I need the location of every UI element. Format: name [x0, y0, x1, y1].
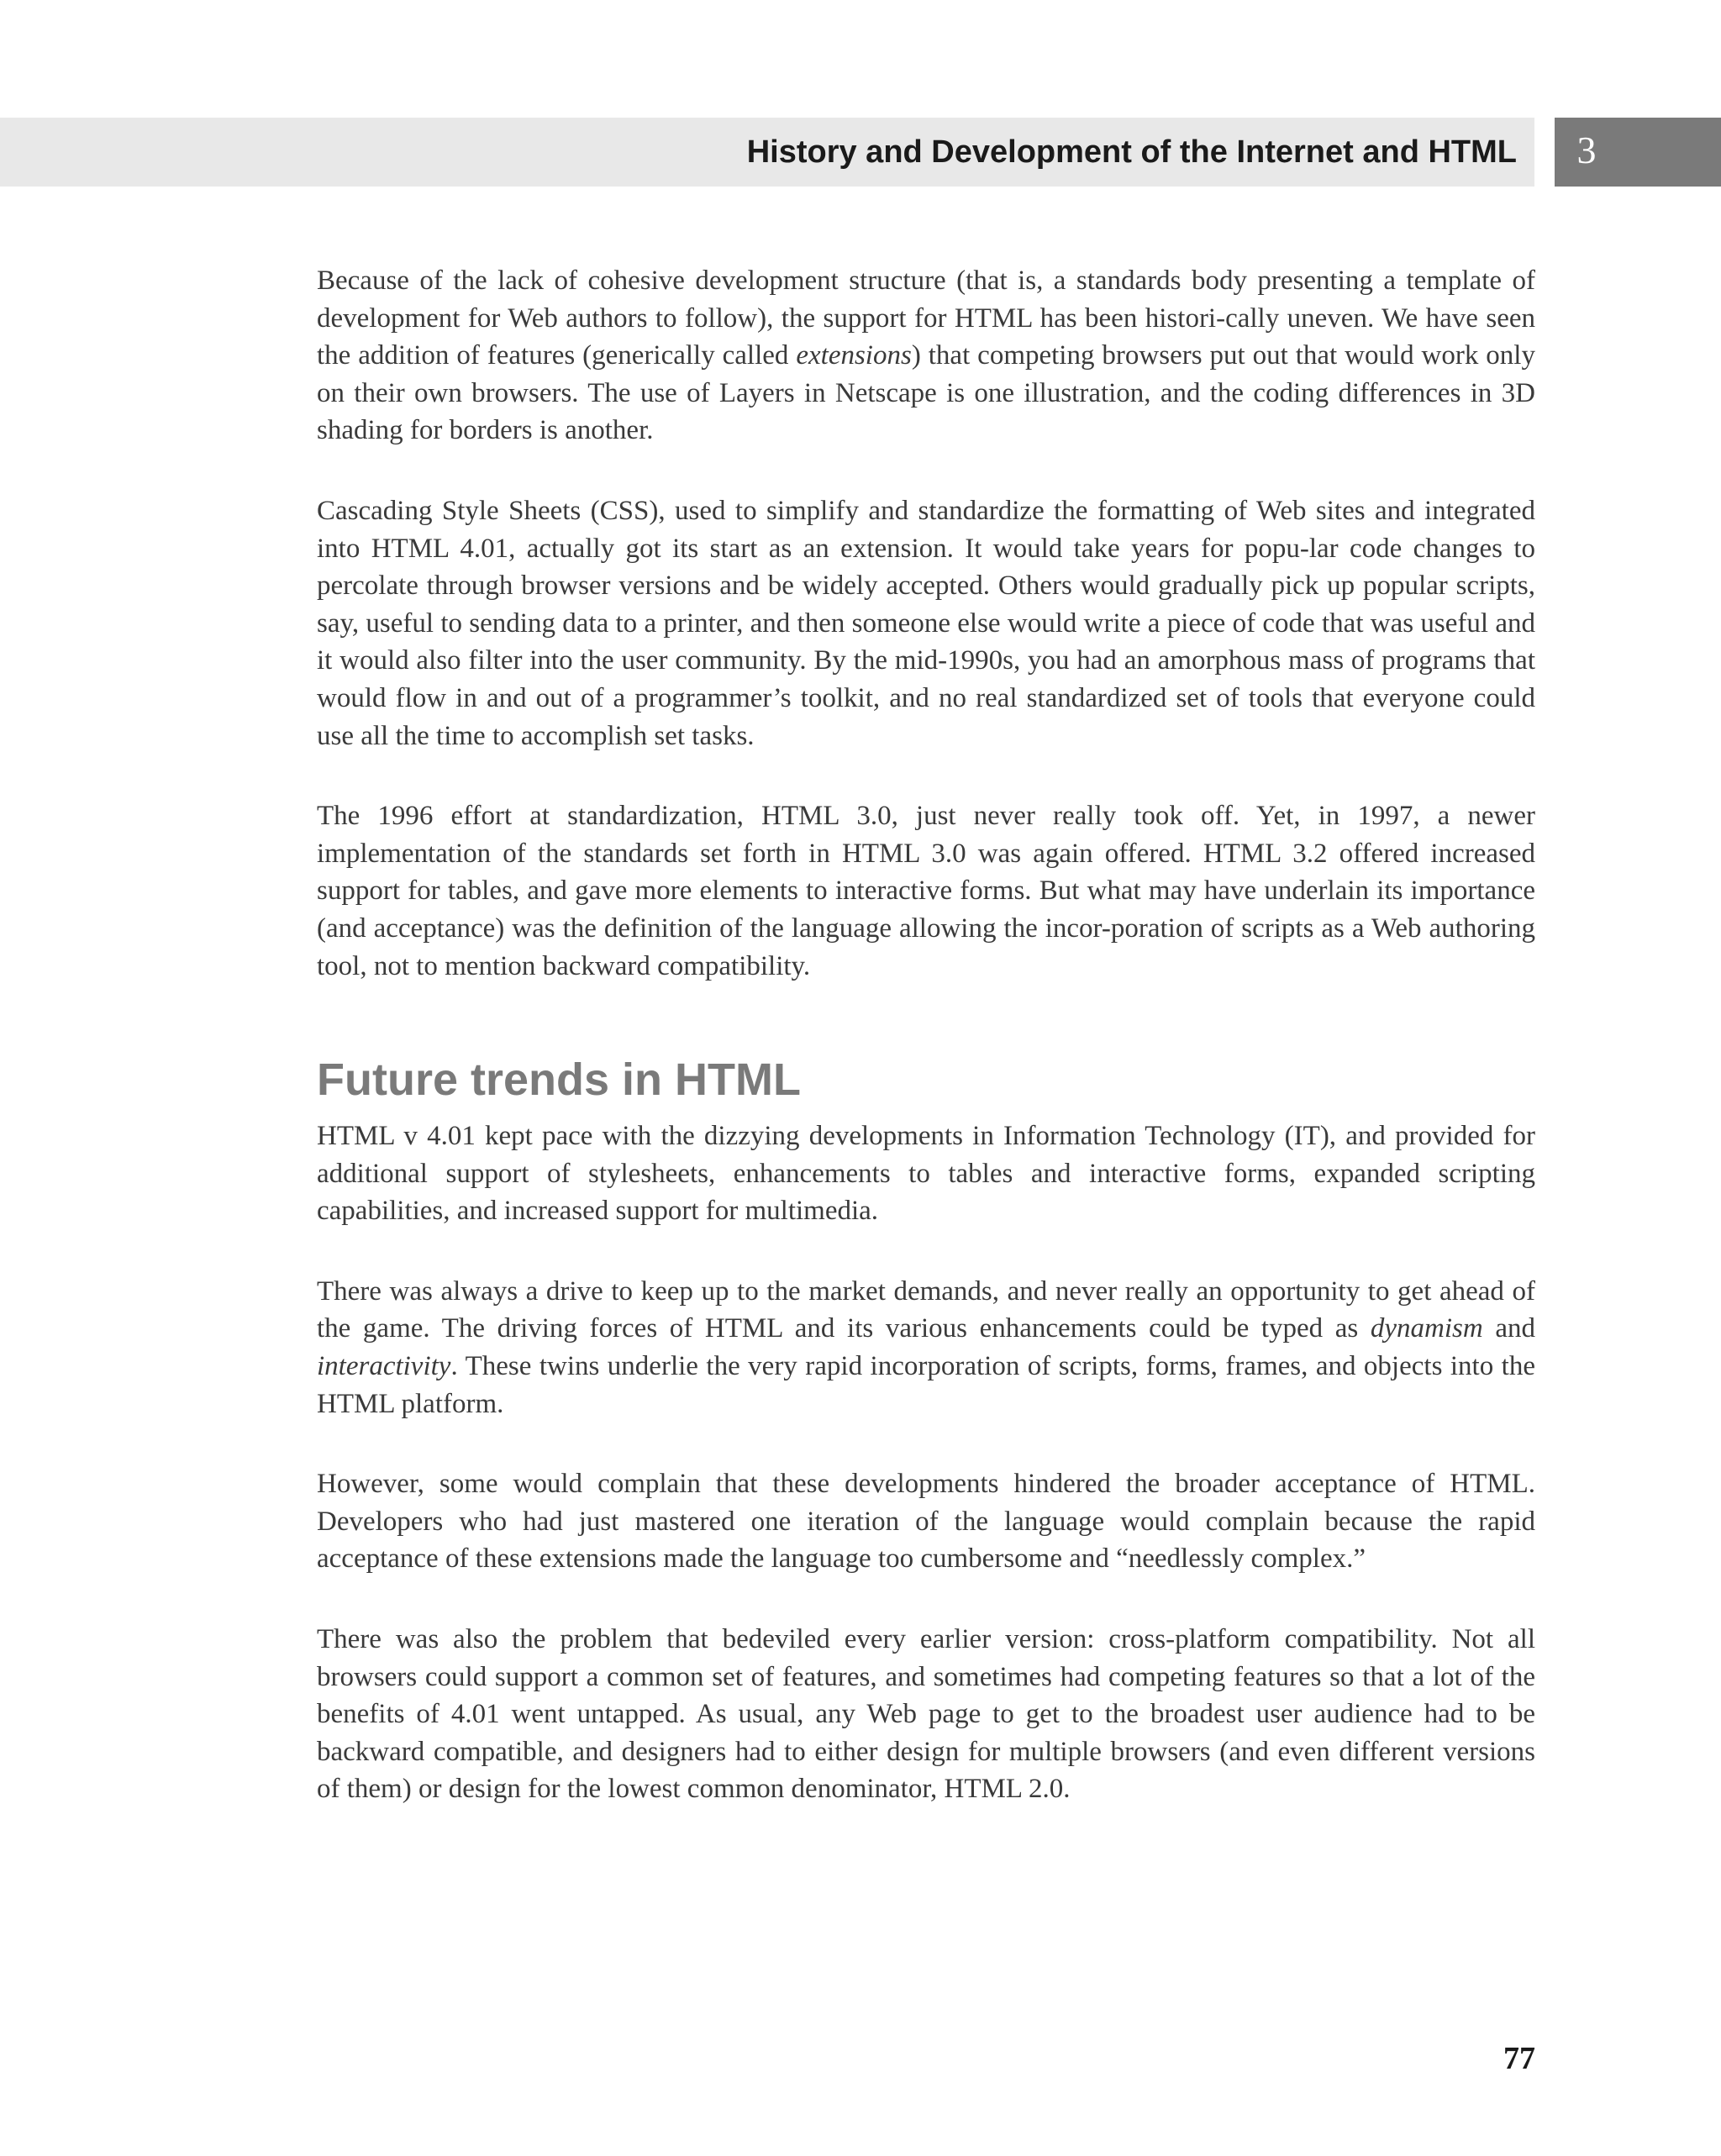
paragraph-text: There was always a drive to keep up to the market demands, and never really an opportunity to get ahead of the game. The driving forces of HTML and its various enhancements could be typed as [317, 1275, 1535, 1344]
paragraph-market-demands [317, 1273, 1535, 1422]
page-body [317, 262, 1535, 1808]
paragraph-text: . These twins underlie the very rapid incorporation of scripts, forms, frames, and objects into the HTML platform. [317, 1351, 1535, 1419]
emphasis-interactivity: interactivity [317, 1351, 451, 1382]
section-heading: Future trends in HTML [317, 1054, 801, 1106]
paragraph-text: ) that competing browsers put out that would work only on their own browsers. The use of Layers in Netscape is one illustration, and the coding differences in 3D shading for borders is another. [317, 340, 1535, 446]
running-header-title: History and Development of the Internet and HTML [746, 134, 1517, 170]
paragraph-html401: HTML v 4.01 kept pace with the dizzying developments in Information Technology (IT), and provided for additional support of stylesheets, enhancements to tables and interactive forms, expanded scripting capabilities, and increased support for multimedia. [317, 1121, 1535, 1227]
page-number: 77 [1503, 2041, 1535, 2076]
paragraph-text: Because of the lack of cohesive development structure (that is, a standards body presenting a template of development for Web authors to follow), the support for HTML has been histori-cally uneven. We have seen the addition of features (generically called [317, 266, 1535, 371]
chapter-number: 3 [1576, 129, 1597, 171]
emphasis-dynamism: dynamism [1370, 1313, 1483, 1344]
paragraph-html32: The 1996 effort at standardization, HTML 3.0, just never really took off. Yet, in 1997, a newer implementation of the standards set forth in HTML 3.0 was again offered. HTML 3.2 offered increased support for tables, and gave more elements to interactive forms. But what may have underlain its importance (and acceptance) was the definition of the language allowing the incor-poration of scripts as a Web authoring tool, not to mention backward compatibility. [317, 801, 1535, 981]
paragraph-text: and [1482, 1313, 1535, 1344]
paragraph-cross-platform: There was also the problem that bedeviled every earlier version: cross-platform compatibility. Not all browsers could support a common set of features, and sometimes had competing features so that a lot of the benefits of 4.01 went untapped. As usual, any Web page to get to the broadest user audience had to be backward compatible, and designers had to either design for multiple browsers (and even different versions of them) or design for the lowest common denominator, HTML 2.0. [317, 1624, 1535, 1805]
paragraph-css: Cascading Style Sheets (CSS), used to simplify and standardize the formatting of Web sites and integrated into HTML 4.01, actually got its start as an extension. It would take years for popu-lar code changes to percolate through browser versions and be widely accepted. Others would gradually pick up popular scripts, say, useful to sending data to a printer, and then someone else would write a piece of code that was useful and it would also filter into the user community. By the mid-1990s, you had an amorphous mass of programs that would flow in and out of a programmer’s toolkit, and no real standardized set of tools that everyone could use all the time to accomplish set tasks. [317, 495, 1535, 751]
paragraph-extensions [317, 262, 1535, 450]
paragraph-complaints: However, some would complain that these developments hindered the broader acceptance of HTML. Developers who had just mastered one iteration of the language would complain because the rapid acceptance of these extensions made the language too cumbersome and “needlessly complex.” [317, 1469, 1535, 1575]
emphasis-extensions: extensions [796, 340, 912, 371]
